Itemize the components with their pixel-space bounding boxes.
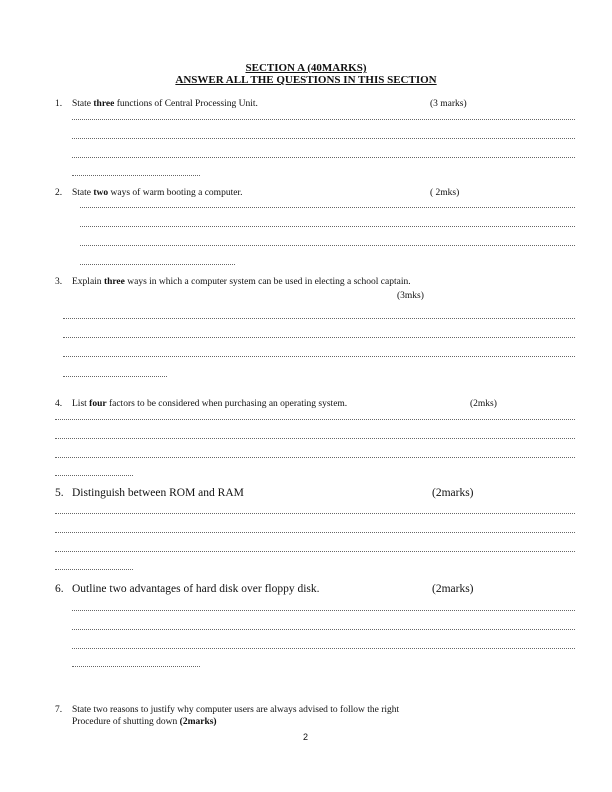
answer-line <box>80 264 235 265</box>
question-1-marks: (3 marks) <box>430 99 467 109</box>
answer-line <box>63 376 167 377</box>
question-6-marks: (2marks) <box>432 583 474 595</box>
question-1-number: 1. <box>55 99 63 109</box>
question-4-marks: (2mks) <box>470 399 497 409</box>
question-7-text-line2: Procedure of shutting down (2marks) <box>72 717 217 727</box>
question-3-number: 3. <box>55 277 63 287</box>
question-4-number: 4. <box>55 399 63 409</box>
question-6-number: 6. <box>55 583 64 595</box>
question-3-marks: (3mks) <box>397 291 424 301</box>
answer-line <box>72 666 200 667</box>
section-title: SECTION A (40MARKS) <box>245 62 367 74</box>
section-instruction: ANSWER ALL THE QUESTIONS IN THIS SECTION <box>175 74 437 86</box>
page-number: 2 <box>303 732 309 742</box>
answer-line <box>55 532 575 533</box>
answer-line <box>63 356 575 357</box>
answer-line <box>55 419 575 420</box>
question-7-text-line1: State two reasons to justify why computer users are always advised to follow the right <box>72 705 400 715</box>
question-2-marks: ( 2mks) <box>430 188 460 198</box>
answer-line <box>55 457 575 458</box>
answer-line <box>55 569 133 570</box>
answer-line <box>80 226 575 227</box>
question-2-text: State two ways of warm booting a computer. <box>72 188 243 198</box>
answer-line <box>55 551 575 552</box>
answer-line <box>63 318 575 319</box>
question-5-number: 5. <box>55 487 64 499</box>
answer-line <box>55 438 575 439</box>
question-5-marks: (2marks) <box>432 487 474 499</box>
answer-line <box>55 513 575 514</box>
question-4-text: List four factors to be considered when purchasing an operating system. <box>72 399 348 409</box>
question-2-number: 2. <box>55 188 63 198</box>
answer-line <box>72 629 575 630</box>
question-7-number: 7. <box>55 705 63 715</box>
answer-line <box>72 610 575 611</box>
answer-line <box>72 119 575 120</box>
question-5-text: Distinguish between ROM and RAM <box>72 487 244 499</box>
answer-line <box>55 475 133 476</box>
answer-line <box>80 207 575 208</box>
answer-line <box>72 138 575 139</box>
question-1-text: State three functions of Central Processing Unit. <box>72 99 258 109</box>
answer-line <box>80 245 575 246</box>
question-7-marks: (2marks) <box>179 717 217 727</box>
question-6-text: Outline two advantages of hard disk over floppy disk. <box>72 583 320 595</box>
answer-line <box>72 175 200 176</box>
answer-line <box>63 337 575 338</box>
answer-line <box>72 648 575 649</box>
question-3-text: Explain three ways in which a computer system can be used in electing a school captain. <box>72 277 411 287</box>
answer-line <box>72 157 575 158</box>
